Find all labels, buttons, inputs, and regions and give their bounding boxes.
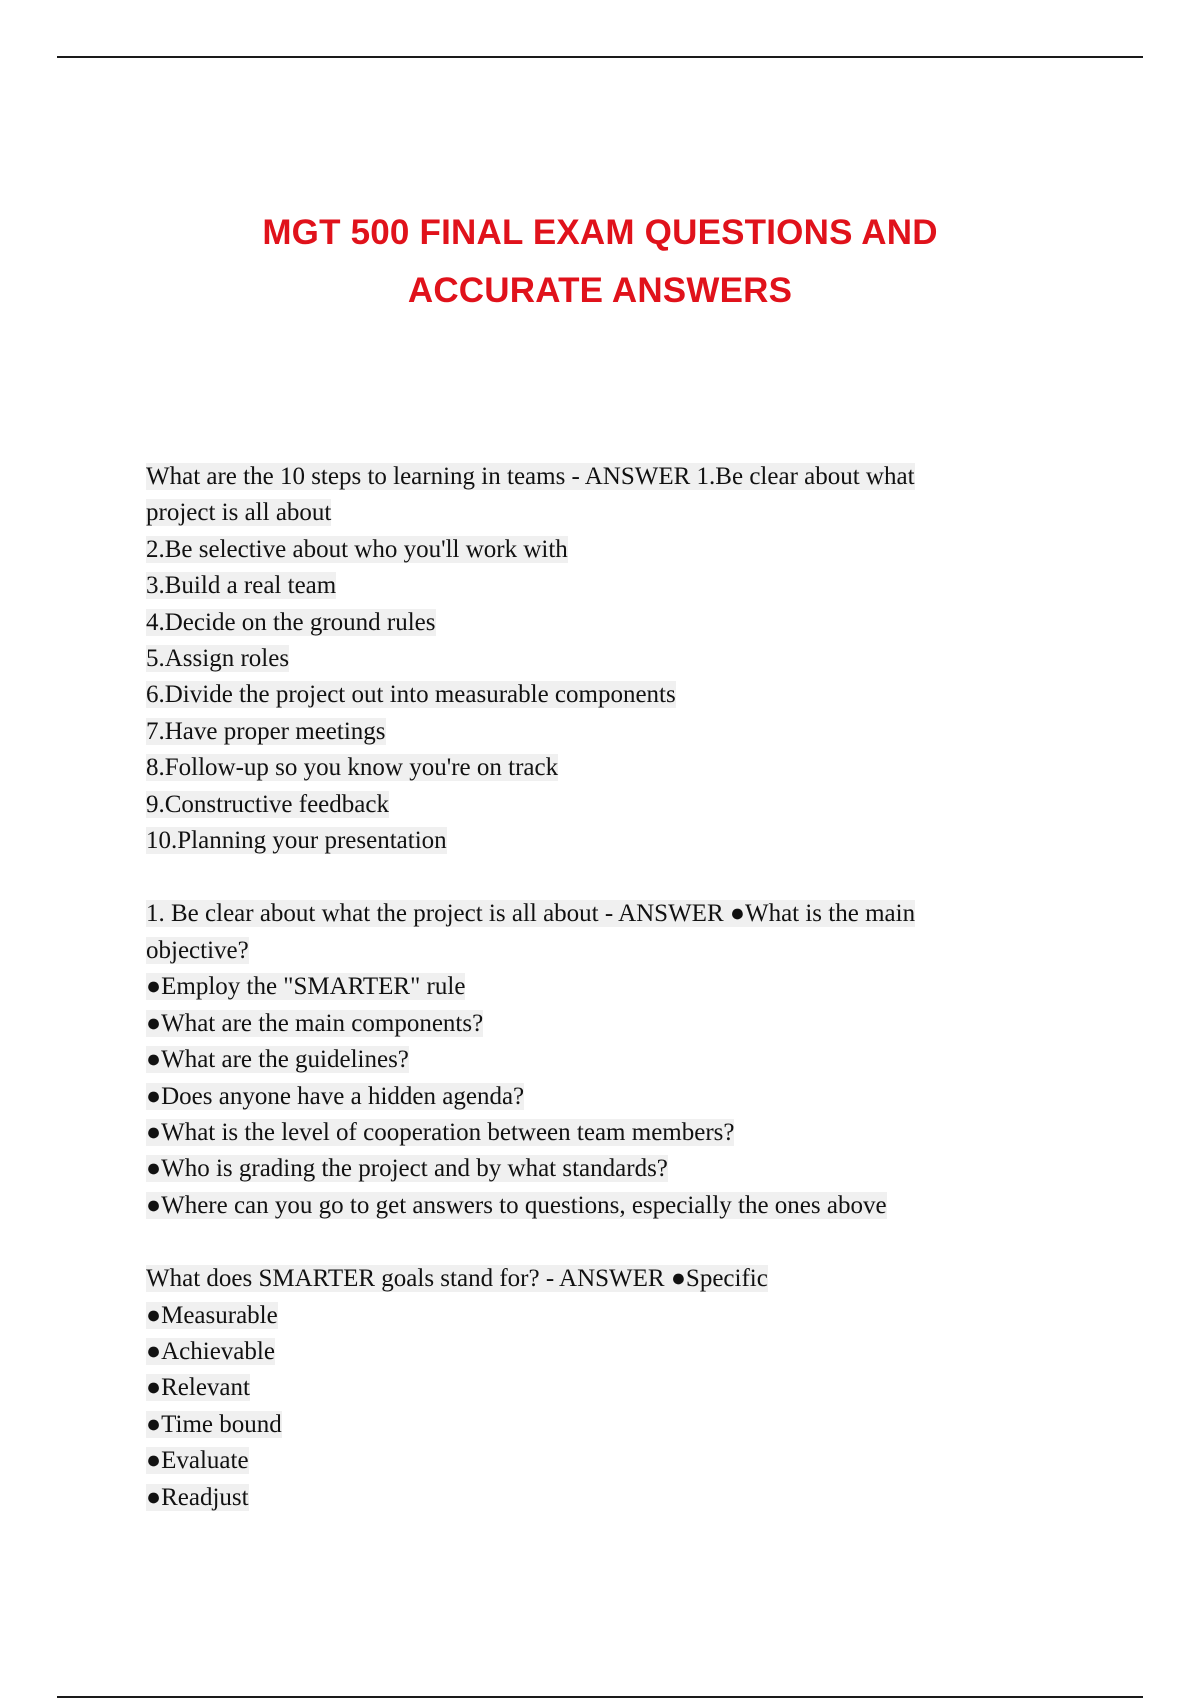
qa-line-text: 4.Decide on the ground rules <box>146 608 436 636</box>
title-line-1: MGT 500 FINAL EXAM QUESTIONS AND <box>262 213 938 252</box>
qa-line-text: 7.Have proper meetings <box>146 717 386 745</box>
qa-line-text: ●Achievable <box>146 1337 275 1365</box>
qa-line <box>146 605 1046 641</box>
qa-line <box>146 787 1046 823</box>
qa-line-text: ●What is the level of cooperation between team members? <box>146 1118 735 1146</box>
qa-line-text: project is all about <box>146 499 332 527</box>
bottom-rule <box>57 1696 1143 1698</box>
qa-line <box>146 1298 1046 1334</box>
qa-line-text: ●Does anyone have a hidden agenda? <box>146 1082 525 1110</box>
qa-line <box>146 495 1046 531</box>
qa-block-project-clarity <box>146 896 1046 1224</box>
qa-line <box>146 969 1046 1005</box>
qa-line <box>146 641 1046 677</box>
qa-line-text: 1. Be clear about what the project is all about - ANSWER ●What is the main <box>146 900 916 928</box>
qa-line <box>146 1151 1046 1187</box>
qa-line-text: 8.Follow-up so you know you're on track <box>146 754 559 782</box>
qa-line <box>146 714 1046 750</box>
qa-line <box>146 1115 1046 1151</box>
qa-line-text: 5.Assign roles <box>146 645 290 673</box>
qa-line-text: 3.Build a real team <box>146 572 337 600</box>
qa-line-text: 10.Planning your presentation <box>146 827 447 855</box>
qa-line <box>146 1443 1046 1479</box>
qa-line-text: objective? <box>146 936 249 964</box>
qa-line-text: 2.Be selective about who you'll work with <box>146 535 568 563</box>
qa-line <box>146 568 1046 604</box>
qa-line-text: ●Where can you go to get answers to questions, especially the ones above <box>146 1191 887 1219</box>
qa-block-smarter-goals <box>146 1261 1046 1516</box>
qa-line <box>146 1006 1046 1042</box>
qa-line-text: What are the 10 steps to learning in teams - ANSWER 1.Be clear about what <box>146 463 915 490</box>
qa-line <box>146 1334 1046 1370</box>
qa-line-text: ●Readjust <box>146 1483 249 1511</box>
qa-line <box>146 459 1046 495</box>
qa-line <box>146 677 1046 713</box>
qa-line-text: ●Evaluate <box>146 1447 249 1475</box>
qa-line-text: ●Measurable <box>146 1301 278 1329</box>
qa-line <box>146 532 1046 568</box>
qa-line-text: ●Who is grading the project and by what standards? <box>146 1155 668 1183</box>
qa-line-text: ●Employ the "SMARTER" rule <box>146 973 466 1001</box>
qa-line <box>146 1042 1046 1078</box>
qa-line-text: ●Time bound <box>146 1410 282 1438</box>
qa-line <box>146 823 1046 859</box>
qa-line-text: 6.Divide the project out into measurable components <box>146 681 676 709</box>
qa-block-team-steps <box>146 459 1046 859</box>
qa-line <box>146 1079 1046 1115</box>
qa-line-text: 9.Constructive feedback <box>146 790 389 818</box>
qa-line <box>146 933 1046 969</box>
qa-line <box>146 1407 1046 1443</box>
qa-line <box>146 1480 1046 1516</box>
qa-line-text: ●What are the guidelines? <box>146 1046 409 1074</box>
qa-content <box>146 459 1046 1553</box>
qa-line-text: ●Relevant <box>146 1374 250 1402</box>
document-title <box>0 204 1200 320</box>
title-line-2: ACCURATE ANSWERS <box>407 271 793 310</box>
qa-line <box>146 896 1046 932</box>
qa-line <box>146 750 1046 786</box>
qa-line <box>146 1188 1046 1224</box>
qa-line <box>146 1370 1046 1406</box>
qa-line <box>146 1261 1046 1297</box>
top-rule <box>57 56 1143 58</box>
qa-line-text: ●What are the main components? <box>146 1009 484 1037</box>
qa-line-text: What does SMARTER goals stand for? - ANSWER ●Specific <box>146 1265 768 1293</box>
